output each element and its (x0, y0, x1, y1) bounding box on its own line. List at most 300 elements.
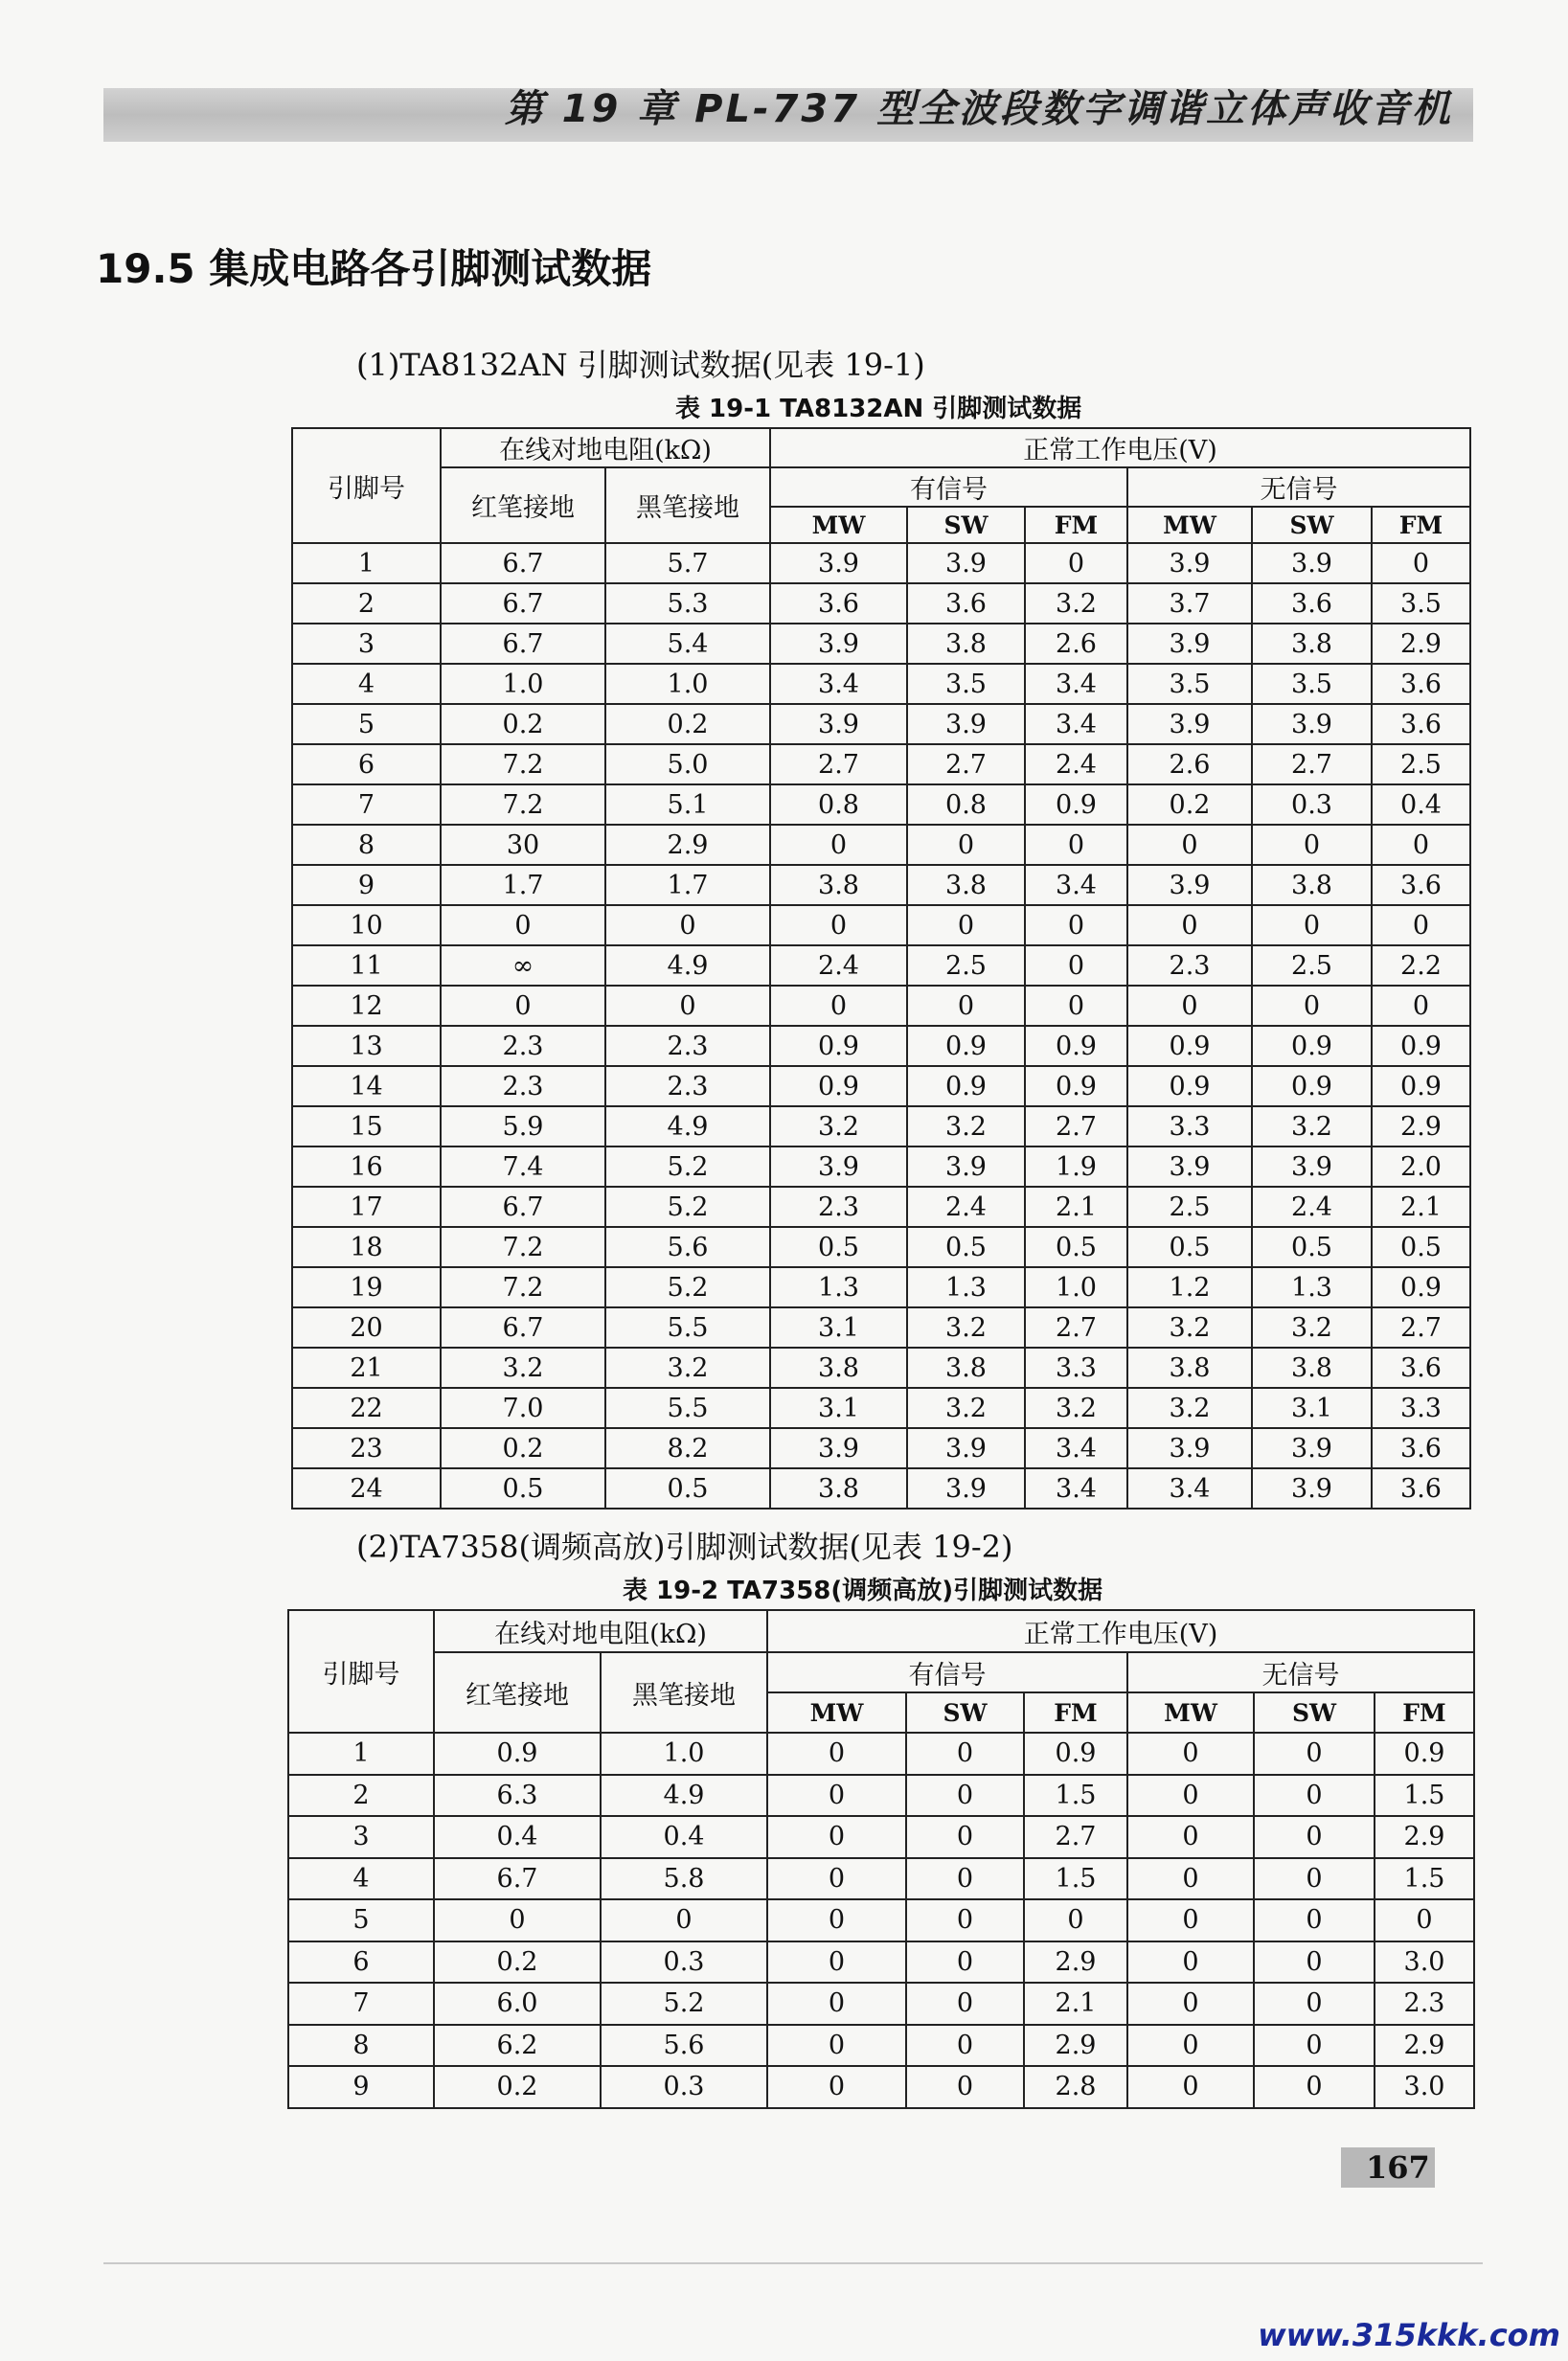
value-cell: 1.7 (605, 865, 770, 905)
pin-number-cell: 18 (292, 1227, 441, 1267)
value-cell: 0.9 (1372, 1026, 1470, 1066)
pin-number-cell: 5 (288, 1899, 434, 1941)
value-cell: 3.9 (770, 1146, 907, 1187)
value-cell: 3.2 (770, 1106, 907, 1146)
watermark-url: www.315kkk.com (1258, 2317, 1560, 2353)
value-cell: 3.2 (907, 1388, 1025, 1428)
value-cell: 0 (1252, 986, 1372, 1026)
footer-divider (103, 2262, 1483, 2264)
table-row (292, 1267, 1470, 1307)
table2-intro: (2)TA7358(调频高放)引脚测试数据(见表 19-2) (356, 1529, 1013, 1565)
value-cell: 0 (767, 1733, 906, 1775)
value-cell: 0 (1127, 905, 1252, 945)
pin-number-cell: 16 (292, 1146, 441, 1187)
value-cell: 0 (605, 986, 770, 1026)
pin-number-cell: 13 (292, 1026, 441, 1066)
value-cell: 3.5 (1372, 583, 1470, 624)
pin-number-cell: 7 (288, 1983, 434, 2025)
header-band: SW (906, 1692, 1024, 1733)
table-row (292, 543, 1470, 583)
value-cell: 3.9 (770, 543, 907, 583)
value-cell: 5.4 (605, 624, 770, 664)
header-band: FM (1372, 507, 1470, 543)
value-cell: 0.3 (601, 1941, 767, 1984)
header-band: MW (767, 1692, 906, 1733)
value-cell: 2.9 (1375, 1816, 1474, 1858)
value-cell: 3.9 (1127, 704, 1252, 744)
value-cell: 3.6 (770, 583, 907, 624)
value-cell: 2.7 (1024, 1816, 1127, 1858)
header-resistance: 在线对地电阻(kΩ) (434, 1610, 767, 1652)
value-cell: 3.9 (907, 704, 1025, 744)
pin-number-cell: 14 (292, 1066, 441, 1106)
pin-number-cell: 6 (292, 744, 441, 784)
value-cell: 2.3 (441, 1066, 605, 1106)
header-black-probe: 黑笔接地 (601, 1652, 767, 1733)
pin-number-cell: 1 (292, 543, 441, 583)
value-cell: 5.3 (605, 583, 770, 624)
value-cell: 2.0 (1372, 1146, 1470, 1187)
value-cell: 0 (767, 1899, 906, 1941)
value-cell: 3.8 (770, 1348, 907, 1388)
value-cell: 3.8 (1127, 1348, 1252, 1388)
value-cell: 0 (1127, 2066, 1254, 2108)
value-cell: 0 (1372, 543, 1470, 583)
value-cell: 0.2 (1127, 784, 1252, 825)
table-row (288, 1775, 1474, 1817)
header-resistance: 在线对地电阻(kΩ) (441, 428, 770, 467)
value-cell: 1.9 (1025, 1146, 1127, 1187)
value-cell: 2.7 (1025, 1106, 1127, 1146)
value-cell: 0 (906, 1941, 1024, 1984)
pin-number-cell: 3 (288, 1816, 434, 1858)
value-cell: 0.9 (1127, 1066, 1252, 1106)
value-cell: 3.9 (1252, 704, 1372, 744)
pin-number-cell: 21 (292, 1348, 441, 1388)
value-cell: 3.6 (1372, 704, 1470, 744)
value-cell: 7.2 (441, 1267, 605, 1307)
value-cell: 0.3 (1252, 784, 1372, 825)
value-cell: 2.7 (1252, 744, 1372, 784)
table2-caption: 表 19-2 TA7358(调频高放)引脚测试数据 (623, 1577, 1103, 1605)
value-cell: 2.3 (441, 1026, 605, 1066)
value-cell: 0.9 (434, 1733, 601, 1775)
value-cell: 3.2 (1252, 1307, 1372, 1348)
value-cell: 3.9 (907, 1468, 1025, 1509)
value-cell: 3.6 (1372, 1348, 1470, 1388)
value-cell: 0 (767, 1775, 906, 1817)
value-cell: 0 (907, 986, 1025, 1026)
table-row (292, 1146, 1470, 1187)
value-cell: 3.6 (1372, 664, 1470, 704)
value-cell: 3.9 (1252, 1468, 1372, 1509)
table-row (288, 1858, 1474, 1900)
value-cell: 3.4 (1025, 1428, 1127, 1468)
value-cell: 0 (767, 1858, 906, 1900)
value-cell: 0.9 (1025, 1026, 1127, 1066)
table-row (288, 1816, 1474, 1858)
table-row (292, 945, 1470, 986)
value-cell: 3.9 (1252, 1146, 1372, 1187)
value-cell: 2.9 (1024, 1941, 1127, 1984)
table-row (292, 1026, 1470, 1066)
value-cell: 0 (1127, 1899, 1254, 1941)
value-cell: 0.5 (1252, 1227, 1372, 1267)
value-cell: 3.9 (1127, 1428, 1252, 1468)
value-cell: 3.8 (907, 865, 1025, 905)
table1-caption: 表 19-1 TA8132AN 引脚测试数据 (675, 395, 1082, 423)
value-cell: 3.8 (1252, 865, 1372, 905)
value-cell: 3.1 (770, 1388, 907, 1428)
value-cell: 6.7 (441, 624, 605, 664)
table1-intro: (1)TA8132AN 引脚测试数据(见表 19-1) (356, 347, 925, 383)
table-row (292, 1227, 1470, 1267)
value-cell: 0.2 (441, 1428, 605, 1468)
value-cell: 3.1 (1252, 1388, 1372, 1428)
value-cell: 6.7 (441, 583, 605, 624)
value-cell: 0 (1252, 825, 1372, 865)
header-band: MW (1127, 507, 1252, 543)
value-cell: 0 (1254, 1775, 1375, 1817)
value-cell: 0.2 (434, 1941, 601, 1984)
value-cell: 5.2 (601, 1983, 767, 2025)
value-cell: 0 (1127, 986, 1252, 1026)
header-pin: 引脚号 (288, 1610, 434, 1733)
table-row (292, 624, 1470, 664)
value-cell: 0 (906, 2025, 1024, 2067)
value-cell: 2.9 (1024, 2025, 1127, 2067)
value-cell: 0 (906, 1899, 1024, 1941)
chapter-header: 第 19 章 PL-737 型全波段数字调谐立体声收音机 (504, 87, 1453, 131)
value-cell: 2.7 (1025, 1307, 1127, 1348)
table-row (292, 865, 1470, 905)
value-cell: 1.2 (1127, 1267, 1252, 1307)
pin-number-cell: 7 (292, 784, 441, 825)
value-cell: 0 (1127, 1858, 1254, 1900)
value-cell: 0.9 (1127, 1026, 1252, 1066)
value-cell: 0.9 (1025, 1066, 1127, 1106)
value-cell: 0 (1127, 1733, 1254, 1775)
table-row (292, 1066, 1470, 1106)
pin-number-cell: 23 (292, 1428, 441, 1468)
value-cell: 0.5 (441, 1468, 605, 1509)
value-cell: 0 (1254, 1983, 1375, 2025)
value-cell: 3.4 (1025, 1468, 1127, 1509)
value-cell: 2.3 (1127, 945, 1252, 986)
pin-number-cell: 4 (288, 1858, 434, 1900)
value-cell: 1.7 (441, 865, 605, 905)
pin-number-cell: 11 (292, 945, 441, 986)
value-cell: 3.3 (1127, 1106, 1252, 1146)
value-cell: 1.3 (1252, 1267, 1372, 1307)
table-row (288, 2066, 1474, 2108)
value-cell: 0 (1025, 543, 1127, 583)
pin-number-cell: 4 (292, 664, 441, 704)
value-cell: 3.1 (770, 1307, 907, 1348)
value-cell: 7.0 (441, 1388, 605, 1428)
header-voltage: 正常工作电压(V) (767, 1610, 1474, 1652)
header-band: FM (1024, 1692, 1127, 1733)
value-cell: 6.3 (434, 1775, 601, 1817)
value-cell: 0 (1025, 986, 1127, 1026)
value-cell: 2.5 (1252, 945, 1372, 986)
table-row (288, 1941, 1474, 1984)
value-cell: 3.8 (907, 1348, 1025, 1388)
value-cell: 0 (1372, 986, 1470, 1026)
pin-number-cell: 9 (292, 865, 441, 905)
value-cell: 5.1 (605, 784, 770, 825)
value-cell: 5.5 (605, 1307, 770, 1348)
value-cell: 6.7 (441, 1187, 605, 1227)
table-row (292, 986, 1470, 1026)
value-cell: 1.5 (1375, 1775, 1474, 1817)
header-band: SW (1252, 507, 1372, 543)
value-cell: 6.7 (441, 543, 605, 583)
value-cell: 0 (1254, 2066, 1375, 2108)
pin-number-cell: 20 (292, 1307, 441, 1348)
value-cell: 3.5 (1252, 664, 1372, 704)
value-cell: 2.3 (770, 1187, 907, 1227)
pin-number-cell: 10 (292, 905, 441, 945)
header-band: MW (770, 507, 907, 543)
pin-number-cell: 2 (292, 583, 441, 624)
value-cell: 2.4 (1252, 1187, 1372, 1227)
value-cell: 3.9 (1252, 1428, 1372, 1468)
value-cell: 6.7 (441, 1307, 605, 1348)
value-cell: 0 (906, 2066, 1024, 2108)
value-cell: 2.2 (1372, 945, 1470, 986)
value-cell: 2.9 (605, 825, 770, 865)
value-cell: 0 (767, 1816, 906, 1858)
table-row (292, 825, 1470, 865)
value-cell: 3.9 (1127, 543, 1252, 583)
value-cell: 3.2 (441, 1348, 605, 1388)
value-cell: 0 (1127, 1816, 1254, 1858)
value-cell: 0 (1127, 1775, 1254, 1817)
header-band: SW (907, 507, 1025, 543)
value-cell: 0 (1025, 825, 1127, 865)
value-cell: 0.9 (1252, 1066, 1372, 1106)
value-cell: 0 (441, 986, 605, 1026)
value-cell: 0 (434, 1899, 601, 1941)
value-cell: 0 (1127, 1983, 1254, 2025)
value-cell: 5.8 (601, 1858, 767, 1900)
value-cell: 0 (767, 2066, 906, 2108)
table1 (291, 427, 1471, 1510)
pin-number-cell: 19 (292, 1267, 441, 1307)
value-cell: 2.8 (1024, 2066, 1127, 2108)
value-cell: 0.4 (434, 1816, 601, 1858)
value-cell: 0.8 (770, 784, 907, 825)
header-voltage: 正常工作电压(V) (770, 428, 1470, 467)
pin-number-cell: 5 (292, 704, 441, 744)
value-cell: 6.7 (434, 1858, 601, 1900)
value-cell: 0.9 (1252, 1026, 1372, 1066)
value-cell: 4.9 (601, 1775, 767, 1817)
value-cell: 0 (1252, 905, 1372, 945)
table-row (292, 1468, 1470, 1509)
value-cell: 0 (906, 1983, 1024, 2025)
value-cell: 2.3 (1375, 1983, 1474, 2025)
header-band: SW (1254, 1692, 1375, 1733)
pin-number-cell: 1 (288, 1733, 434, 1775)
value-cell: 3.4 (770, 664, 907, 704)
value-cell: 0.4 (601, 1816, 767, 1858)
value-cell: 0 (770, 986, 907, 1026)
value-cell: 4.9 (605, 945, 770, 986)
value-cell: 3.6 (1372, 1468, 1470, 1509)
value-cell: 0.3 (601, 2066, 767, 2108)
value-cell: 0.4 (1372, 784, 1470, 825)
value-cell: 0 (906, 1775, 1024, 1817)
value-cell: 2.5 (1127, 1187, 1252, 1227)
value-cell: 0.2 (434, 2066, 601, 2108)
value-cell: 0.9 (770, 1066, 907, 1106)
value-cell: 3.9 (907, 543, 1025, 583)
table-row (292, 744, 1470, 784)
pin-number-cell: 15 (292, 1106, 441, 1146)
header-band: FM (1025, 507, 1127, 543)
value-cell: 2.6 (1127, 744, 1252, 784)
table-row (292, 1348, 1470, 1388)
value-cell: 0 (1127, 2025, 1254, 2067)
value-cell: 2.1 (1024, 1983, 1127, 2025)
value-cell: 0 (1372, 825, 1470, 865)
pin-number-cell: 12 (292, 986, 441, 1026)
value-cell: 5.5 (605, 1388, 770, 1428)
value-cell: 3.6 (1372, 1428, 1470, 1468)
value-cell: 5.6 (601, 2025, 767, 2067)
value-cell: 5.9 (441, 1106, 605, 1146)
value-cell: 3.5 (1127, 664, 1252, 704)
value-cell: 0 (767, 1983, 906, 2025)
value-cell: 3.2 (605, 1348, 770, 1388)
value-cell: ∞ (441, 945, 605, 986)
value-cell: 0.9 (1375, 1733, 1474, 1775)
value-cell: 0 (441, 905, 605, 945)
value-cell: 0 (1254, 2025, 1375, 2067)
value-cell: 3.9 (1127, 624, 1252, 664)
table-row (292, 1428, 1470, 1468)
table-row (288, 1899, 1474, 1941)
value-cell: 0.9 (770, 1026, 907, 1066)
value-cell: 0 (1025, 905, 1127, 945)
value-cell: 0.5 (770, 1227, 907, 1267)
value-cell: 5.2 (605, 1146, 770, 1187)
value-cell: 0.5 (605, 1468, 770, 1509)
value-cell: 5.2 (605, 1267, 770, 1307)
value-cell: 1.5 (1375, 1858, 1474, 1900)
value-cell: 2.4 (770, 945, 907, 986)
value-cell: 2.7 (907, 744, 1025, 784)
value-cell: 0 (770, 825, 907, 865)
table-row (288, 2025, 1474, 2067)
pin-number-cell: 8 (292, 825, 441, 865)
value-cell: 7.4 (441, 1146, 605, 1187)
value-cell: 3.9 (907, 1146, 1025, 1187)
header-with-signal: 有信号 (770, 467, 1127, 507)
pin-number-cell: 3 (292, 624, 441, 664)
value-cell: 30 (441, 825, 605, 865)
value-cell: 5.2 (605, 1187, 770, 1227)
value-cell: 0 (605, 905, 770, 945)
value-cell: 3.2 (1127, 1307, 1252, 1348)
pin-number-cell: 24 (292, 1468, 441, 1509)
table-row (292, 1388, 1470, 1428)
value-cell: 3.4 (1025, 865, 1127, 905)
pin-number-cell: 8 (288, 2025, 434, 2067)
value-cell: 0 (1254, 1733, 1375, 1775)
value-cell: 3.9 (770, 624, 907, 664)
value-cell: 1.0 (441, 664, 605, 704)
pin-number-cell: 22 (292, 1388, 441, 1428)
value-cell: 3.3 (1025, 1348, 1127, 1388)
value-cell: 0.9 (1024, 1733, 1127, 1775)
table-row (292, 784, 1470, 825)
header-band: MW (1127, 1692, 1254, 1733)
value-cell: 7.2 (441, 744, 605, 784)
value-cell: 0 (906, 1733, 1024, 1775)
value-cell: 3.6 (1372, 865, 1470, 905)
value-cell: 0.9 (1025, 784, 1127, 825)
value-cell: 3.4 (1025, 664, 1127, 704)
value-cell: 2.5 (907, 945, 1025, 986)
value-cell: 2.1 (1372, 1187, 1470, 1227)
value-cell: 2.4 (1025, 744, 1127, 784)
table-row (292, 704, 1470, 744)
value-cell: 3.5 (907, 664, 1025, 704)
value-cell: 3.6 (907, 583, 1025, 624)
value-cell: 8.2 (605, 1428, 770, 1468)
pin-number-cell: 2 (288, 1775, 434, 1817)
value-cell: 0 (1025, 945, 1127, 986)
value-cell: 0 (1375, 1899, 1474, 1941)
value-cell: 5.7 (605, 543, 770, 583)
value-cell: 4.9 (605, 1106, 770, 1146)
value-cell: 1.0 (605, 664, 770, 704)
table-row (292, 664, 1470, 704)
value-cell: 7.2 (441, 784, 605, 825)
value-cell: 0 (1127, 825, 1252, 865)
header-no-signal: 无信号 (1127, 467, 1470, 507)
value-cell: 3.2 (1025, 583, 1127, 624)
value-cell: 0 (907, 905, 1025, 945)
table-row (288, 1733, 1474, 1775)
value-cell: 0 (1254, 1858, 1375, 1900)
value-cell: 0 (1254, 1899, 1375, 1941)
value-cell: 2.9 (1372, 624, 1470, 664)
value-cell: 3.9 (770, 704, 907, 744)
table-row (292, 1307, 1470, 1348)
value-cell: 3.6 (1252, 583, 1372, 624)
value-cell: 0.2 (441, 704, 605, 744)
value-cell: 5.6 (605, 1227, 770, 1267)
value-cell: 2.4 (907, 1187, 1025, 1227)
value-cell: 3.8 (770, 1468, 907, 1509)
pin-number-cell: 9 (288, 2066, 434, 2108)
value-cell: 3.8 (1252, 1348, 1372, 1388)
table-row (292, 583, 1470, 624)
value-cell: 3.2 (1025, 1388, 1127, 1428)
value-cell: 0 (1024, 1899, 1127, 1941)
table-row (292, 1187, 1470, 1227)
value-cell: 1.0 (601, 1733, 767, 1775)
value-cell: 3.8 (770, 865, 907, 905)
value-cell: 0 (1254, 1816, 1375, 1858)
value-cell: 6.0 (434, 1983, 601, 2025)
value-cell: 0.8 (907, 784, 1025, 825)
value-cell: 7.2 (441, 1227, 605, 1267)
